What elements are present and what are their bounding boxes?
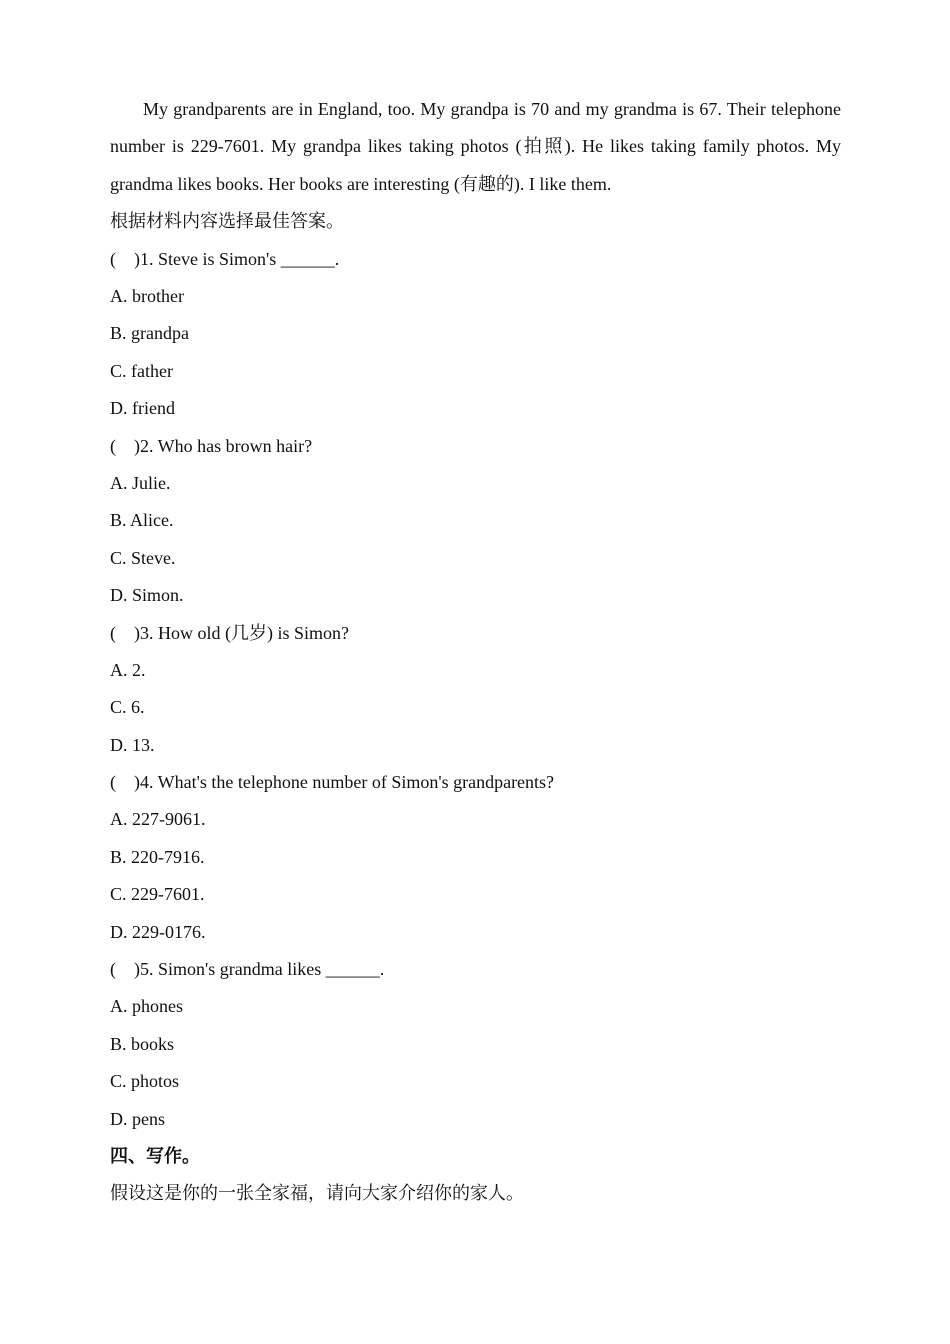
option-c: C. Steve. [110,547,176,568]
option-a: A. 2. [110,659,146,680]
option-a: A. 227-9061. [110,809,206,830]
option-b: B. books [110,1033,175,1054]
option-b: B. Alice. [110,510,174,531]
question-5 [110,951,841,1138]
question-3 [110,615,841,765]
instruction-text: 根据材料内容选择最佳答案。 [110,211,344,232]
option-d: D. Simon. [110,585,184,606]
question-stem: ( )1. Steve is Simon's ______. [110,248,340,269]
option-c: C. father [110,360,173,381]
option-c: C. photos [110,1071,180,1092]
option-a: A. brother [110,286,184,306]
option-c: C. 6. [110,697,145,718]
question-stem: ( )2. Who has brown hair? [110,435,313,456]
question-stem: ( )4. What's the telephone number of Simon's grandparents? [110,772,555,793]
option-c: C. 229-7601. [110,884,205,905]
reading-passage: My grandparents are in England, too. My grandpa is 70 and my grandma is 67. Their telephone number is 229-7601. My grandpa likes taking photos (拍照). He likes taking family photos. My grandma likes books. Her books are interesting (有趣的). I like them. [110,99,841,194]
document-page [110,91,841,1213]
option-a: A. phones [110,996,183,1017]
question-4 [110,764,841,951]
question-2 [110,428,841,615]
option-d: D. 229-0176. [110,921,206,942]
option-d: D. 13. [110,734,155,755]
option-b: B. 220-7916. [110,846,205,867]
option-b: B. grandpa [110,323,189,344]
option-d: D. pens [110,1108,165,1129]
option-a: A. Julie. [110,472,171,493]
writing-prompt: 假设这是你的一张全家福，请向大家介绍你的家人。 [110,1183,524,1204]
question-stem: ( )5. Simon's grandma likes ______. [110,959,385,980]
question-stem: ( )3. How old (几岁) is Simon? [110,622,349,643]
question-1 [110,241,841,428]
option-d: D. friend [110,398,175,419]
section-heading: 四、写作。 [110,1145,200,1166]
